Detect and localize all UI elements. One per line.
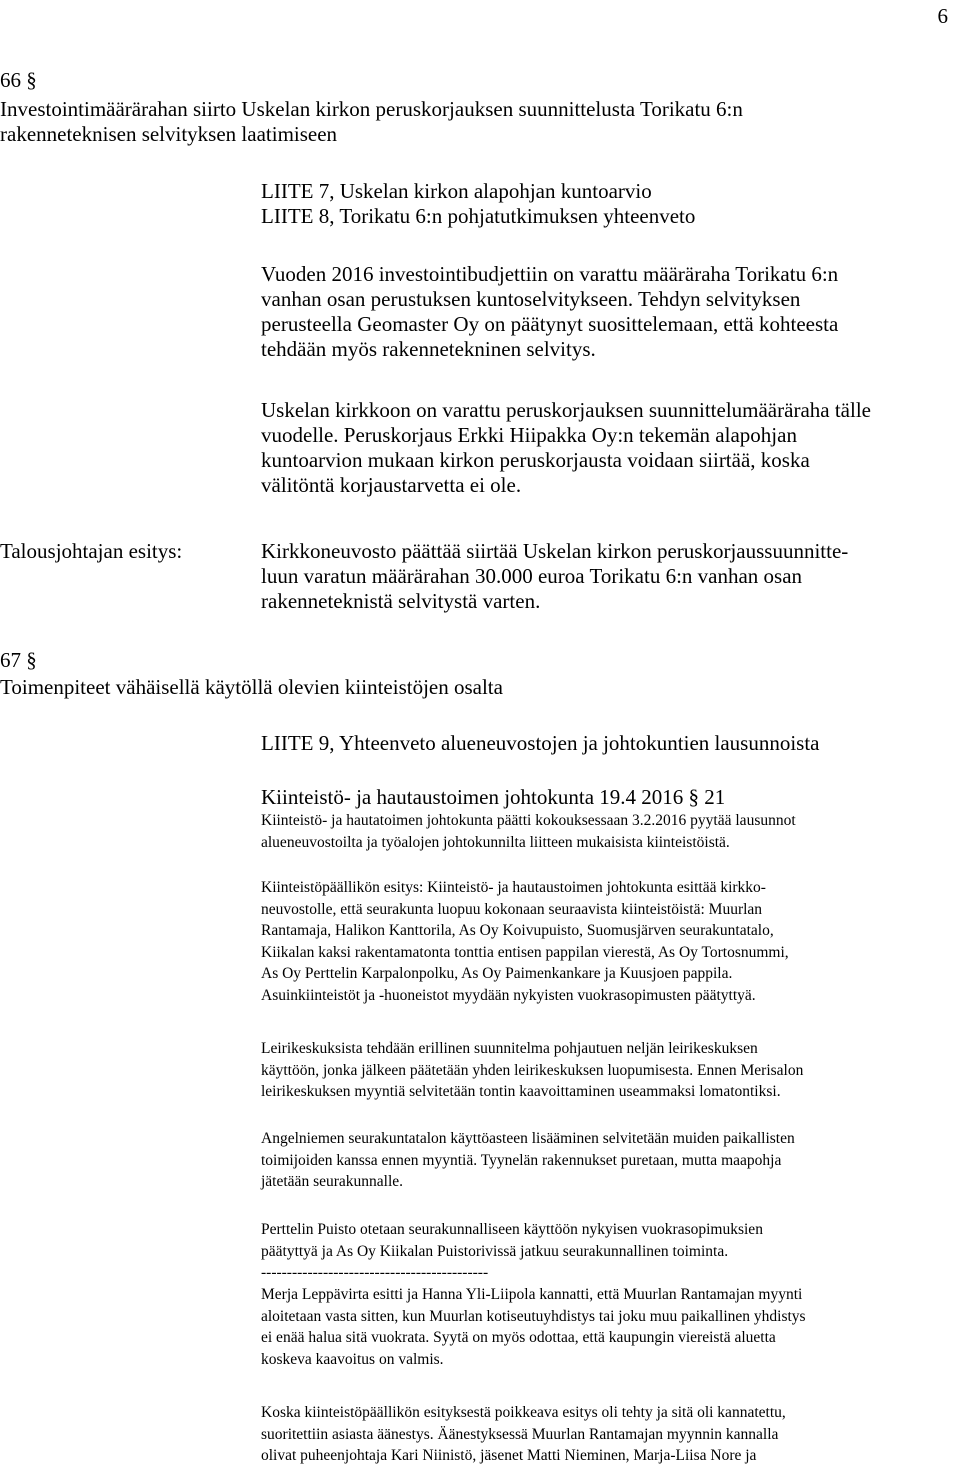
section-66-paragraph-2 xyxy=(261,398,871,498)
paragraph-line: jätetään seurakunnalle. xyxy=(261,1173,404,1190)
section-67-paragraph-2 xyxy=(261,1038,803,1103)
proposal-text xyxy=(261,539,848,614)
attachment-liite-8: LIITE 8, Torikatu 6:n pohjatutkimuksen yhteenveto xyxy=(261,204,696,228)
paragraph-line: Rantamaja, Halikon Kanttorila, As Oy Koivupuisto, Suomusjärven seurakuntatalo, xyxy=(261,922,774,939)
board-intro xyxy=(261,810,796,853)
paragraph-line: Uskelan kirkkoon on varattu peruskorjauksen suunnittelumääräraha tälle xyxy=(261,398,871,422)
paragraph-line: neuvostolle, että seurakunta luopuu kokonaan seuraavista kiinteistöistä: Muurlan xyxy=(261,900,763,918)
paragraph-line: suoritettiin asiasta äänestys. Äänestyksessä Muurlan Rantamajan myynnin kannalla xyxy=(261,1425,779,1443)
separator-line: -------------------------------------------- xyxy=(261,1264,489,1281)
section-66-title xyxy=(0,97,743,147)
paragraph-line: välitöntä korjaustarvetta ei ole. xyxy=(261,473,522,497)
paragraph-line: Angelniemen seurakuntatalon käyttöasteen lisääminen selvitetään muiden paikallisten xyxy=(261,1130,795,1147)
section-67-paragraph-4 xyxy=(261,1219,763,1262)
paragraph-line: olivat puheenjohtaja Kari Niinistö, jäsenet Matti Nieminen, Marja-Liisa Nore ja xyxy=(261,1447,757,1464)
paragraph-line: rakenneteknistä selvitystä varten. xyxy=(261,589,541,613)
section-66-number: 66 § xyxy=(0,68,37,92)
paragraph-line: päätyttyä ja As Oy Kiikalan Puistorivissä jatkuu seurakunnallinen toiminta. xyxy=(261,1242,729,1260)
paragraph-line: Kirkkoneuvosto päättää siirtää Uskelan kirkon peruskorjaussuunnitte- xyxy=(261,539,849,563)
paragraph-line: luun varatun määrärahan 30.000 euroa Torikatu 6:n vanhan osan xyxy=(261,564,803,588)
section-66-paragraph-1 xyxy=(261,262,838,362)
paragraph-line: kuntoarvion mukaan kirkon peruskorjausta voidaan siirtää, koska xyxy=(261,448,810,472)
proposal-label: Talousjohtajan esitys: xyxy=(0,539,183,563)
section-67-number: 67 § xyxy=(0,648,37,672)
board-heading: Kiinteistö- ja hautaustoimen johtokunta 19.4 2016 § 21 xyxy=(261,785,726,809)
paragraph-line: koskeva kaavoitus on valmis. xyxy=(261,1350,444,1368)
paragraph-line: vuodelle. Peruskorjaus Erkki Hiipakka Oy:n tekemän alapohjan xyxy=(261,423,797,447)
attachment-liite-9: LIITE 9, Yhteenveto alueneuvostojen ja johtokuntien lausunnoista xyxy=(261,731,820,755)
paragraph-line: vanhan osan perustuksen kuntoselvitykseen. Tehdyn selvityksen xyxy=(261,287,801,311)
paragraph-line: As Oy Perttelin Karpalonpolku, As Oy Paimenkankare ja Kuusjoen pappila. xyxy=(261,965,733,982)
paragraph-line: Kiinteistö- ja hautatoimen johtokunta päätti kokouksessaan 3.2.2016 pyytää lausunnot xyxy=(261,812,796,829)
section-66-attachments xyxy=(261,179,695,229)
section-67-paragraph-5 xyxy=(261,1284,806,1370)
section-67-paragraph-3 xyxy=(261,1128,795,1193)
section-67-paragraph-1 xyxy=(261,877,789,1006)
paragraph-line: Asuinkiinteistöt ja -huoneistot myydään nykyisten vuokrasopimusten päätyttyä. xyxy=(261,986,756,1004)
paragraph-line: Perttelin Puisto otetaan seurakunnalliseen käyttöön nykyisen vuokrasopimuksien xyxy=(261,1221,763,1238)
paragraph-line: Leirikeskuksista tehdään erillinen suunnitelma pohjautuen neljän leirikeskuksen xyxy=(261,1040,758,1057)
section-66-title-line: Investointimäärärahan siirto Uskelan kirkon peruskorjauksen suunnittelusta Torikatu 6:n xyxy=(0,97,743,121)
paragraph-line: alueneuvostoilta ja työalojen johtokunnilta liitteen mukaisista kiinteistöistä. xyxy=(261,833,730,851)
paragraph-line: aloitetaan vasta sitten, kun Muurlan kotiseutuyhdistys tai joku muu paikallinen yhdistys xyxy=(261,1307,806,1325)
paragraph-line: Koska kiinteistöpäällikön esityksestä poikkeava esitys oli tehty ja sitä oli kannatettu, xyxy=(261,1404,786,1421)
paragraph-line: Merja Leppävirta esitti ja Hanna Yli-Liipola kannatti, että Muurlan Rantamajan myynti xyxy=(261,1286,803,1303)
section-66-title-line: rakenneteknisen selvityksen laatimiseen xyxy=(0,122,338,146)
paragraph-line: leirikeskuksen myyntiä selvitetään tontin kaavoittaminen useammaksi lomatontiksi. xyxy=(261,1083,781,1100)
paragraph-line: Vuoden 2016 investointibudjettiin on varattu määräraha Torikatu 6:n xyxy=(261,262,839,286)
attachment-liite-7: LIITE 7, Uskelan kirkon alapohjan kuntoarvio xyxy=(261,179,652,203)
paragraph-line: ei enää halua sitä vuokrata. Syytä on myös odottaa, että kaupungin viereistä aluetta xyxy=(261,1329,776,1346)
paragraph-line: perusteella Geomaster Oy on päätynyt suosittelemaan, että kohteesta xyxy=(261,312,839,336)
page-number: 6 xyxy=(937,4,948,28)
paragraph-line: Kiikalan kaksi rakentamatonta tonttia entisen pappilan vierestä, As Oy Tortosnummi, xyxy=(261,943,789,961)
section-67-paragraph-6 xyxy=(261,1402,786,1467)
paragraph-line: toimijoiden kanssa ennen myyntiä. Tyynelän rakennukset puretaan, mutta maapohja xyxy=(261,1151,782,1169)
paragraph-line: käyttöön, jonka jälkeen päätetään yhden leirikeskuksen luopumisesta. Ennen Merisalon xyxy=(261,1061,804,1079)
paragraph-line: Kiinteistöpäällikön esitys: Kiinteistö- ja hautaustoimen johtokunta esittää kirkko- xyxy=(261,879,766,896)
section-67-title: Toimenpiteet vähäisellä käytöllä olevien kiinteistöjen osalta xyxy=(0,675,503,699)
paragraph-line: tehdään myös rakennetekninen selvitys. xyxy=(261,337,596,361)
